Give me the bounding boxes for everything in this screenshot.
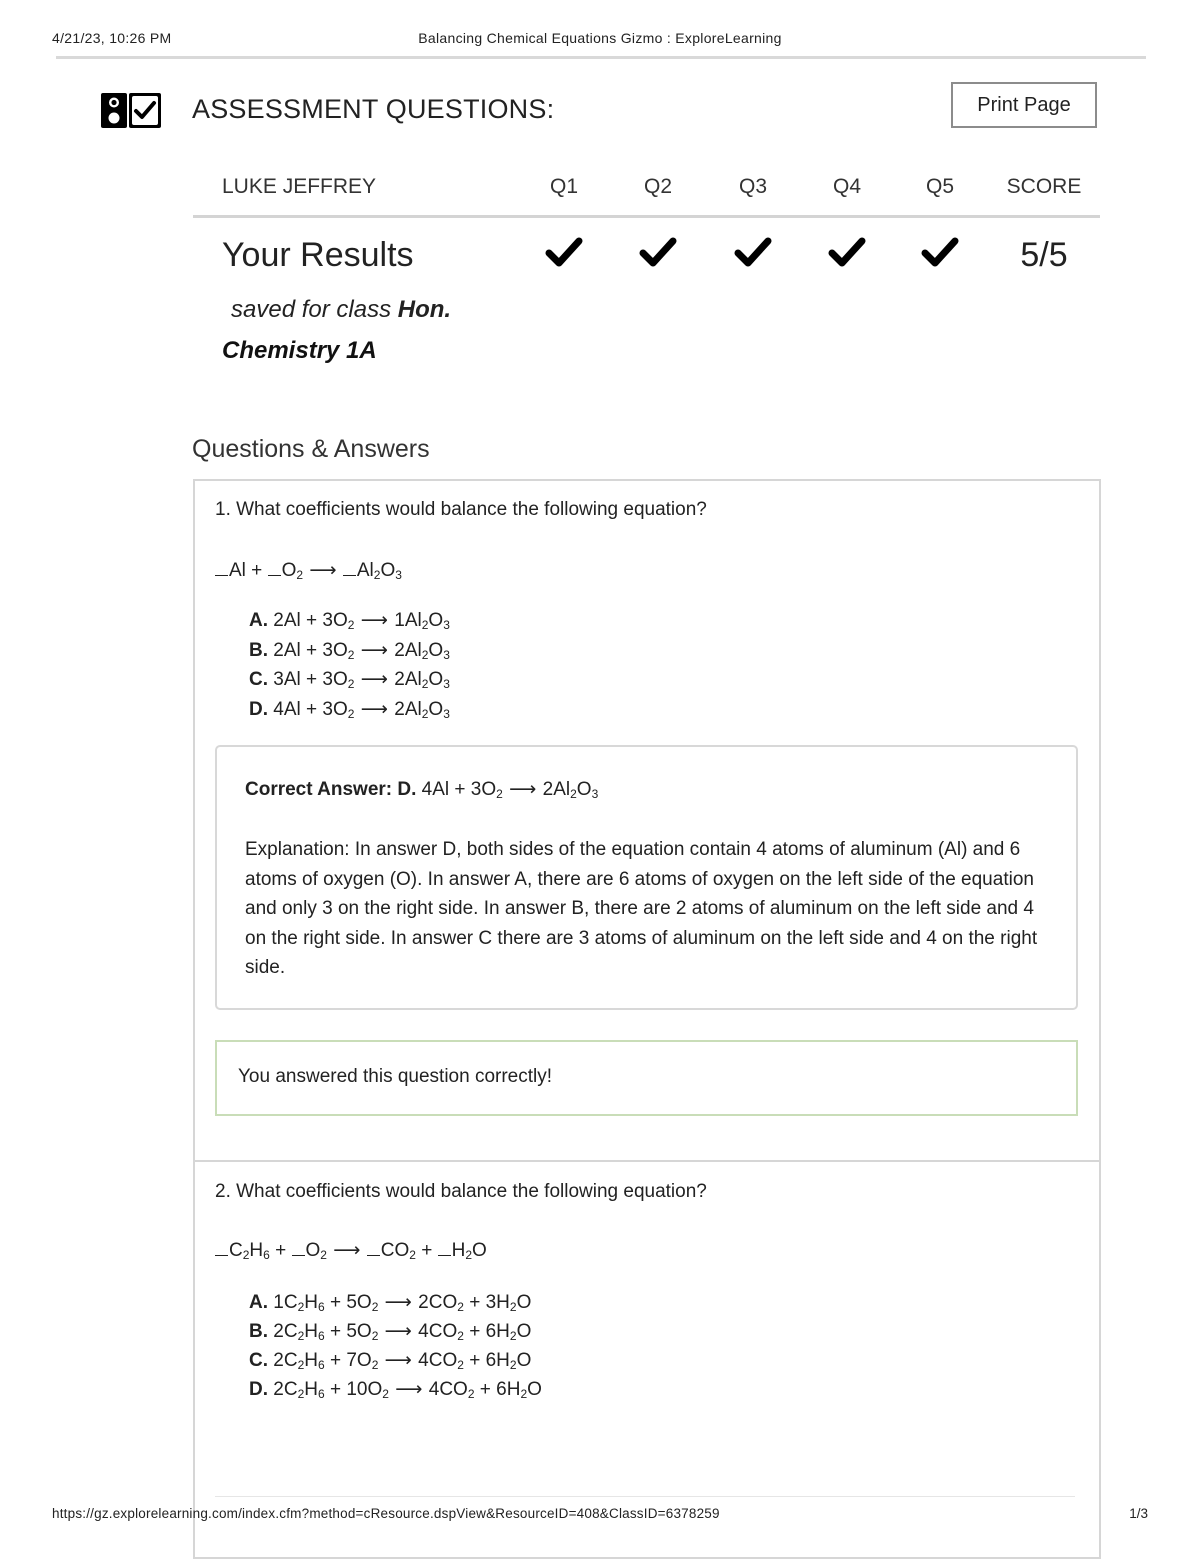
- question-2-prompt: 2. What coefficients would balance the following equation?: [215, 1181, 707, 1202]
- column-q4: Q4: [832, 175, 861, 198]
- column-q3: Q3: [738, 175, 767, 198]
- print-page-button[interactable]: Print Page: [951, 82, 1097, 128]
- print-page-title: Balancing Chemical Equations Gizmo : ExploreLearning: [418, 30, 782, 46]
- correct-answer: Correct Answer: D. $4Al + 3O_2$ ⟶ $2Al_2O_3$: [245, 779, 599, 801]
- q1-correct-check-icon: [545, 235, 583, 269]
- question-divider: [195, 1160, 1099, 1162]
- question-1-option-b: B. $2Al + 3O_2$ ⟶ $2Al_2O_3$: [249, 640, 450, 662]
- answer-explanation: Explanation: In answer D, both sides of the equation contain 4 atoms of aluminum (Al) and 6 atoms of oxygen (O). In answer A, there are 6 atoms of oxygen on the left side of the equation and only 3 on the right side. In answer B, there are 2 atoms of aluminum on the left side and 4 on the right side. In answer C there are 3 atoms of aluminum on the left side and 4 on the right side.: [245, 839, 1038, 978]
- column-score: SCORE: [1006, 175, 1082, 198]
- column-q5: Q5: [925, 175, 954, 198]
- saved-prefix: saved for class: [231, 296, 392, 323]
- print-header: [52, 30, 1148, 48]
- q5-correct-check-icon: [921, 235, 959, 269]
- question-2-equation: $C_2H_6 + O_2$ ⟶ $CO_2 + H_2O$: [215, 1239, 487, 1262]
- question-2-option-a: A. $1C_2H_6 + 5O_2$ ⟶ $2CO_2 + 3H_2O$: [249, 1292, 532, 1314]
- column-q1: Q1: [549, 175, 578, 198]
- score-value: 5/5: [1020, 236, 1068, 274]
- class-name-part1: Hon.: [397, 296, 452, 323]
- saved-note: [231, 296, 451, 324]
- question-1-option-c: C. $3Al + 3O_2$ ⟶ $2Al_2O_3$: [249, 669, 450, 691]
- footer-url: https://gz.explorelearning.com/index.cfm?method=cResource.dspView&ResourceID=408&ClassID=6378259: [52, 1506, 720, 1521]
- section-divider: [215, 1496, 1075, 1497]
- table-divider: [193, 215, 1100, 218]
- q3-correct-check-icon: [734, 235, 772, 269]
- print-datetime: 4/21/23, 10:26 PM: [52, 30, 172, 46]
- question-2-option-b: B. $2C_2H_6 + 5O_2$ ⟶ $4CO_2 + 6H_2O$: [249, 1321, 532, 1343]
- column-q2: Q2: [643, 175, 672, 198]
- page-title: ASSESSMENT QUESTIONS:: [192, 94, 555, 124]
- feedback-text: You answered this question correctly!: [238, 1066, 553, 1087]
- student-name: LUKE JEFFREY: [222, 175, 377, 198]
- assessment-check-icon: [101, 93, 161, 128]
- question-1-option-d: D. $4Al + 3O_2$ ⟶ $2Al_2O_3$: [249, 699, 450, 721]
- header-divider: [56, 56, 1146, 59]
- results-row-label: Your Results: [222, 236, 414, 274]
- question-1-prompt: 1. What coefficients would balance the following equation?: [215, 499, 707, 520]
- q2-correct-check-icon: [639, 235, 677, 269]
- question-2-option-c: C. $2C_2H_6 + 7O_2$ ⟶ $4CO_2 + 6H_2O$: [249, 1350, 532, 1372]
- footer-page-number: 1/3: [1129, 1506, 1148, 1521]
- questions-answers-heading: Questions & Answers: [192, 435, 430, 463]
- class-name-part2: Chemistry 1A: [222, 337, 377, 364]
- question-1-equation: $Al + O_2$ ⟶ $Al_2O_3$: [215, 559, 402, 582]
- question-1-option-a: A. $2Al + 3O_2$ ⟶ $1Al_2O_3$: [249, 610, 450, 632]
- question-2-option-d: D. $2C_2H_6 + 10O_2$ ⟶ $4CO_2 + 6H_2O$: [249, 1379, 542, 1401]
- q4-correct-check-icon: [828, 235, 866, 269]
